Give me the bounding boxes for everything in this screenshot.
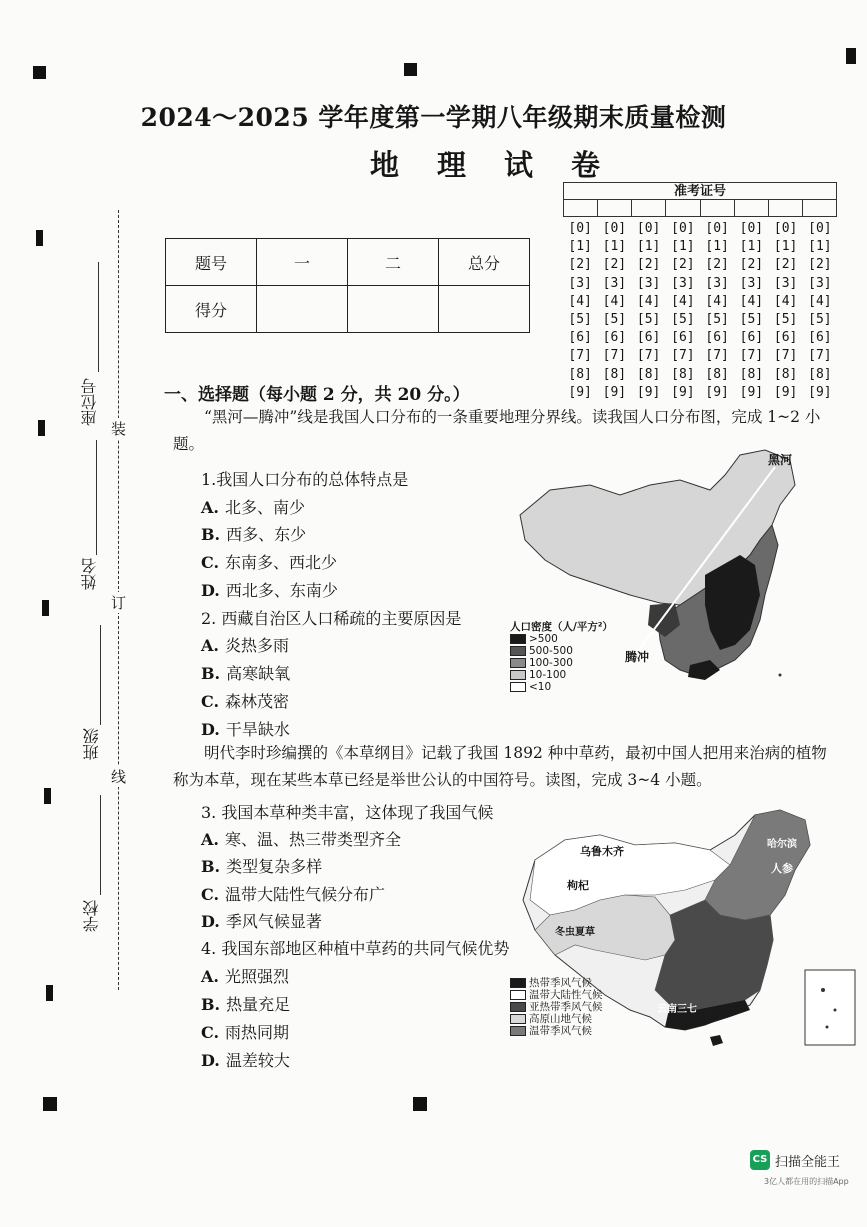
id-digit-bubble[interactable]: [2] <box>636 257 661 273</box>
binding-mark: 装 <box>111 420 127 438</box>
id-digit-bubble[interactable]: [2] <box>568 257 592 273</box>
id-digit-bubble[interactable]: [0] <box>808 221 832 236</box>
id-digit-bubble[interactable]: [2] <box>739 257 764 273</box>
id-digit-bubble[interactable]: [2] <box>808 257 832 273</box>
score-input-cell[interactable] <box>348 286 439 333</box>
name-line[interactable] <box>96 440 97 555</box>
heihe-label: 黑河 <box>768 453 793 467</box>
id-digit-bubble[interactable]: [5] <box>808 312 832 328</box>
id-digit-box[interactable] <box>701 200 735 216</box>
exam-id-boxes <box>563 200 837 217</box>
question-4: 4. 我国东部地区种植中草药的共同气候优势 <box>201 939 510 958</box>
legend-item: <10 <box>510 681 613 693</box>
id-digit-bubble[interactable]: [3] <box>705 275 729 291</box>
option-key: B. <box>201 664 221 683</box>
option-text: 西多、东少 <box>226 525 307 544</box>
id-digit-bubble[interactable]: [7] <box>636 348 661 364</box>
exam-id-grid <box>563 182 837 398</box>
id-digit-bubble[interactable]: [8] <box>739 366 764 382</box>
option-key: C. <box>201 553 220 572</box>
option-key: D. <box>201 912 220 931</box>
id-digit-bubble[interactable]: [6] <box>568 330 592 346</box>
option-key: C. <box>201 692 220 711</box>
id-digit-bubble[interactable]: [0] <box>739 221 764 236</box>
id-digit-bubble[interactable]: [4] <box>636 293 661 309</box>
table-row <box>166 239 530 286</box>
option-key: A. <box>201 967 219 986</box>
legend-item: 500-500 <box>510 645 613 657</box>
id-digit-bubble[interactable]: [4] <box>568 293 592 309</box>
harbin-label: 哈尔滨 <box>767 839 797 850</box>
exam-id-column <box>632 220 666 402</box>
option-3b[interactable] <box>201 854 322 877</box>
option-3a[interactable] <box>201 827 401 850</box>
class-line[interactable] <box>100 625 101 725</box>
table-cell: 二 <box>348 239 439 286</box>
option-text: 寒、温、热三带类型齐全 <box>224 830 401 849</box>
subject-title: 地理试卷 <box>370 148 639 182</box>
exam-id-column <box>597 220 631 402</box>
option-key: D. <box>201 581 220 600</box>
exam-id-column <box>803 220 837 402</box>
climate-legend <box>510 977 603 1037</box>
id-digit-bubble[interactable]: [9] <box>602 384 627 400</box>
id-digit-bubble[interactable]: [5] <box>671 312 695 328</box>
id-digit-bubble[interactable]: [6] <box>671 330 695 346</box>
legend-item: 热带季风气候 <box>510 977 603 989</box>
cordyceps-label: 冬虫夏草 <box>555 927 595 938</box>
id-digit-bubble[interactable]: [7] <box>671 348 695 364</box>
id-digit-bubble[interactable]: [9] <box>636 384 661 400</box>
id-digit-bubble[interactable]: [9] <box>568 384 592 400</box>
exam-id-column <box>700 220 734 402</box>
exam-id-column <box>666 220 700 402</box>
id-digit-bubble[interactable]: [9] <box>739 384 764 400</box>
table-cell: 一 <box>257 239 348 286</box>
id-digit-bubble[interactable]: [2] <box>602 257 627 273</box>
id-digit-bubble[interactable]: [1] <box>568 239 592 255</box>
id-digit-bubble[interactable]: [4] <box>671 293 695 309</box>
option-text: 光照强烈 <box>224 967 289 986</box>
option-4d[interactable] <box>201 1048 290 1071</box>
id-digit-bubble[interactable]: [0] <box>671 221 695 236</box>
option-3d[interactable] <box>201 909 322 932</box>
legend-item: 高原山地气候 <box>510 1013 603 1025</box>
option-key: A. <box>201 636 219 655</box>
id-digit-bubble[interactable]: [7] <box>602 348 627 364</box>
table-cell: 得分 <box>166 286 257 333</box>
id-digit-bubble[interactable]: [0] <box>773 221 798 236</box>
corner-mark <box>404 63 417 76</box>
id-digit-bubble[interactable]: [3] <box>773 275 798 291</box>
id-digit-bubble[interactable]: [4] <box>808 293 832 309</box>
exam-id-title: 准考证号 <box>563 182 837 200</box>
id-digit-bubble[interactable]: [3] <box>739 275 764 291</box>
legend-item: 温带大陆性气候 <box>510 989 603 1001</box>
id-digit-bubble[interactable]: [9] <box>773 384 798 400</box>
hainan <box>710 1035 723 1046</box>
option-text: 雨热同期 <box>225 1023 290 1042</box>
score-input-cell[interactable] <box>439 286 530 333</box>
scanner-watermark <box>750 1150 840 1170</box>
id-digit-bubble[interactable]: [0] <box>568 221 592 236</box>
id-digit-bubble[interactable]: [6] <box>636 330 661 346</box>
id-digit-bubble[interactable]: [5] <box>636 312 661 328</box>
table-row <box>166 286 530 333</box>
option-key: B. <box>201 525 221 544</box>
legend-item: 10-100 <box>510 669 613 681</box>
id-digit-bubble[interactable]: [2] <box>671 257 695 273</box>
id-digit-bubble[interactable]: [5] <box>773 312 798 328</box>
urumqi-label: 乌鲁木齐 <box>580 845 624 858</box>
intro-paragraph-2: 明代李时珍编撰的《本草纲目》记载了我国 1892 种中草药，最初中国人把用来治病的植物称为本草，现在某些本草已经是举世公认的中国符号。读图，完成 3~4 小题。 <box>173 744 827 789</box>
legend-item: 温带季风气候 <box>510 1025 603 1037</box>
camscanner-logo: CS <box>750 1150 770 1170</box>
id-digit-bubble[interactable]: [2] <box>705 257 729 273</box>
id-digit-bubble[interactable]: [1] <box>636 239 661 255</box>
id-digit-bubble[interactable]: [3] <box>602 275 627 291</box>
id-digit-bubble[interactable]: [3] <box>808 275 832 291</box>
intro-paragraph: “黑河—腾冲”线是我国人口分布的一条重要地理分界线。读我国人口分布图，完成 1~2 小题。 <box>173 408 821 453</box>
id-digit-bubble[interactable]: [5] <box>568 312 592 328</box>
option-1d[interactable] <box>201 578 338 601</box>
id-digit-bubble[interactable]: [4] <box>773 293 798 309</box>
option-2d[interactable] <box>201 717 290 740</box>
south-china-sea-inset <box>805 970 855 1045</box>
id-digit-box[interactable] <box>564 200 598 216</box>
exam-id-column <box>563 220 597 402</box>
legend-item: 100-300 <box>510 657 613 669</box>
exam-id-column <box>734 220 768 402</box>
id-digit-bubble[interactable]: [1] <box>705 239 729 255</box>
camscanner-tagline: 3亿人都在用的扫描App <box>764 1177 849 1186</box>
id-digit-bubble[interactable]: [1] <box>671 239 695 255</box>
exam-id-columns <box>563 220 837 402</box>
option-key: D. <box>201 720 220 739</box>
option-1c[interactable] <box>201 550 337 573</box>
option-2a[interactable] <box>201 633 289 656</box>
legend-title: 人口密度（人/平方²） <box>510 621 613 633</box>
score-input-cell[interactable] <box>257 286 348 333</box>
id-digit-bubble[interactable]: [5] <box>705 312 729 328</box>
option-1b[interactable] <box>201 522 306 545</box>
side-mark <box>44 788 51 804</box>
id-digit-bubble[interactable]: [4] <box>739 293 764 309</box>
option-key: C. <box>201 1023 220 1042</box>
id-digit-box[interactable] <box>769 200 803 216</box>
legend-item: >500 <box>510 633 613 645</box>
id-digit-bubble[interactable]: [9] <box>671 384 695 400</box>
id-digit-bubble[interactable]: [6] <box>705 330 729 346</box>
option-key: A. <box>201 498 219 517</box>
id-digit-bubble[interactable]: [8] <box>568 366 592 382</box>
id-digit-bubble[interactable]: [6] <box>602 330 627 346</box>
id-digit-bubble[interactable]: [0] <box>602 221 627 236</box>
binding-mark: 订 <box>111 594 127 612</box>
id-digit-bubble[interactable]: [6] <box>808 330 832 346</box>
school-label: 学校 <box>82 900 101 932</box>
tengchong-label: 腾冲 <box>625 650 650 664</box>
id-digit-bubble[interactable]: [7] <box>773 348 798 364</box>
corner-mark <box>846 48 856 64</box>
option-3c[interactable] <box>201 882 385 905</box>
question-1: 1.我国人口分布的总体特点是 <box>201 470 409 489</box>
id-digit-bubble[interactable]: [0] <box>636 221 661 236</box>
option-text: 温差较大 <box>225 1051 290 1070</box>
id-digit-bubble[interactable]: [7] <box>705 348 729 364</box>
side-mark <box>38 420 45 436</box>
ginseng-label: 人参 <box>771 862 793 875</box>
camscanner-name: 扫描全能王 <box>775 1154 841 1170</box>
option-text: 东南多、西北少 <box>225 553 338 572</box>
id-digit-bubble[interactable]: [8] <box>808 366 832 382</box>
id-digit-bubble[interactable]: [8] <box>636 366 661 382</box>
id-digit-bubble[interactable]: [4] <box>602 293 627 309</box>
side-mark <box>42 600 49 616</box>
id-digit-bubble[interactable]: [7] <box>808 348 832 364</box>
option-text: 森林茂密 <box>225 692 290 711</box>
option-4a[interactable] <box>201 964 289 987</box>
id-digit-bubble[interactable]: [4] <box>705 293 729 309</box>
id-digit-bubble[interactable]: [8] <box>773 366 798 382</box>
option-key: B. <box>201 995 221 1014</box>
id-digit-bubble[interactable]: [8] <box>705 366 729 382</box>
population-legend <box>510 621 613 693</box>
side-mark <box>36 230 43 246</box>
seat-number-label: 座位号 <box>80 378 99 426</box>
table-cell: 总分 <box>439 239 530 286</box>
corner-mark <box>413 1097 427 1111</box>
option-text: 类型复杂多样 <box>226 857 323 876</box>
section-heading: 一、选择题（每小题 2 分，共 20 分。） <box>164 385 470 405</box>
id-digit-bubble[interactable]: [5] <box>602 312 627 328</box>
climate-herb-map <box>505 805 860 1050</box>
wolfberry-label: 枸杞 <box>567 879 589 892</box>
id-digit-bubble[interactable]: [3] <box>568 275 592 291</box>
option-text: 季风气候显著 <box>225 912 322 931</box>
id-digit-bubble[interactable]: [9] <box>705 384 729 400</box>
option-text: 温带大陆性气候分布广 <box>225 885 386 904</box>
option-key: D. <box>201 1051 220 1070</box>
question-3: 3. 我国本草种类丰富，这体现了我国气候 <box>201 803 494 822</box>
option-2c[interactable] <box>201 689 289 712</box>
id-digit-bubble[interactable]: [1] <box>808 239 832 255</box>
id-digit-bubble[interactable]: [2] <box>773 257 798 273</box>
id-digit-bubble[interactable]: [3] <box>671 275 695 291</box>
corner-mark <box>43 1097 57 1111</box>
id-digit-bubble[interactable]: [9] <box>808 384 832 400</box>
side-mark <box>46 985 53 1001</box>
id-digit-box[interactable] <box>803 200 836 216</box>
id-digit-bubble[interactable]: [1] <box>739 239 764 255</box>
option-key: C. <box>201 885 220 904</box>
id-digit-bubble[interactable]: [6] <box>773 330 798 346</box>
class-label: 班级 <box>82 728 101 760</box>
sanqi-label: 云南三七 <box>657 1004 697 1015</box>
corner-mark <box>33 66 46 79</box>
table-cell: 题号 <box>166 239 257 286</box>
exam-id-column <box>769 220 803 402</box>
option-key: B. <box>201 857 221 876</box>
id-digit-bubble[interactable]: [1] <box>773 239 798 255</box>
option-2b[interactable] <box>201 661 290 684</box>
option-text: 西北多、东南少 <box>225 581 338 600</box>
option-key: A. <box>201 830 219 849</box>
id-digit-bubble[interactable]: [7] <box>568 348 592 364</box>
id-digit-bubble[interactable]: [7] <box>739 348 764 364</box>
name-label: 姓名 <box>80 558 99 590</box>
question-2: 2. 西藏自治区人口稀疏的主要原因是 <box>201 609 462 628</box>
binding-mark: 线 <box>111 768 127 786</box>
id-digit-bubble[interactable]: [1] <box>602 239 627 255</box>
legend-item: 亚热带季风气候 <box>510 1001 603 1013</box>
population-density-map <box>510 445 810 693</box>
option-4b[interactable] <box>201 992 290 1015</box>
option-text: 北多、南少 <box>224 498 305 517</box>
id-digit-bubble[interactable]: [0] <box>705 221 729 236</box>
option-text: 干旱缺水 <box>225 720 290 739</box>
id-digit-bubble[interactable]: [3] <box>636 275 661 291</box>
option-1a[interactable] <box>201 495 305 518</box>
option-4c[interactable] <box>201 1020 289 1043</box>
score-table <box>165 238 530 333</box>
id-digit-bubble[interactable]: [6] <box>739 330 764 346</box>
id-digit-box[interactable] <box>735 200 769 216</box>
id-digit-box[interactable] <box>666 200 700 216</box>
id-digit-bubble[interactable]: [8] <box>671 366 695 382</box>
option-text: 热量充足 <box>226 995 291 1014</box>
seat-number-line[interactable] <box>98 262 99 372</box>
option-text: 高寒缺氧 <box>226 664 291 683</box>
id-digit-bubble[interactable]: [8] <box>602 366 627 382</box>
id-digit-bubble[interactable]: [5] <box>739 312 764 328</box>
school-line[interactable] <box>100 795 101 895</box>
id-digit-box[interactable] <box>632 200 666 216</box>
id-digit-box[interactable] <box>598 200 632 216</box>
option-text: 炎热多雨 <box>224 636 289 655</box>
exam-title: 2024～2025 学年度第一学期八年级期末质量检测 <box>140 103 727 132</box>
